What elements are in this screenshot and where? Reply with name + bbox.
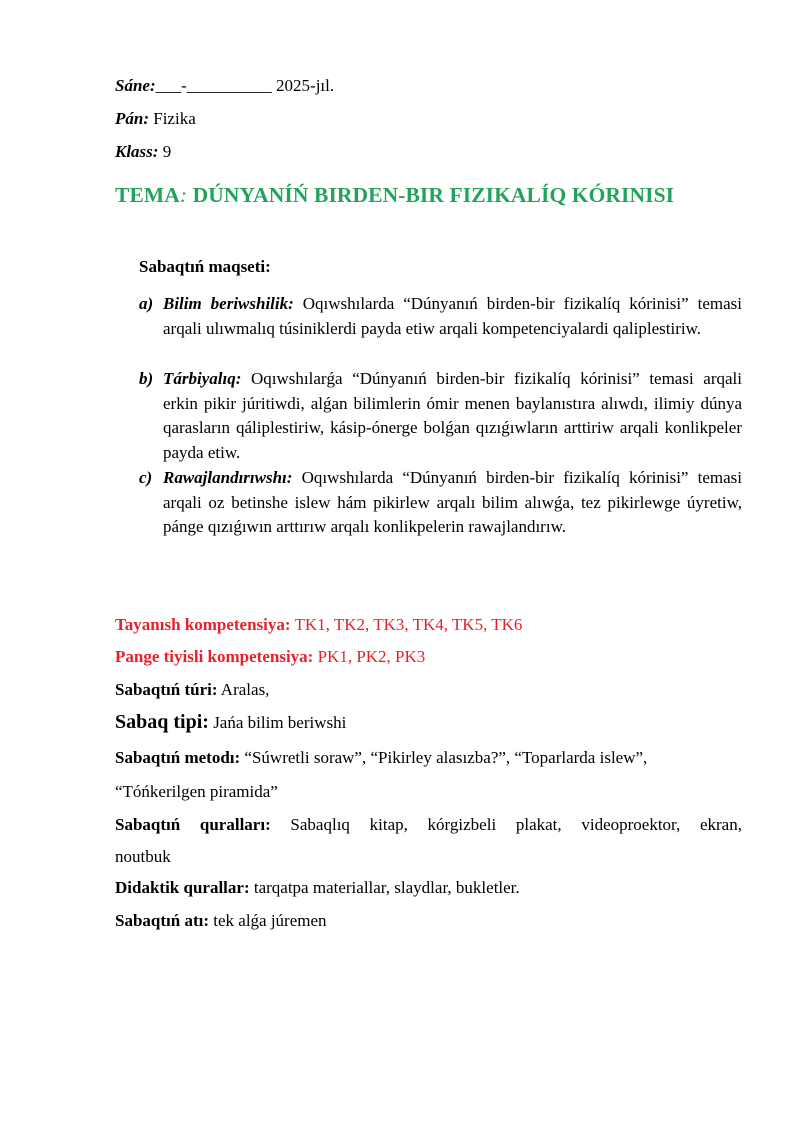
lesson-type-label: Sabaq tipi: xyxy=(115,711,209,733)
subject-line xyxy=(115,108,196,130)
motto-label: Sabaqtıń atı: xyxy=(115,911,209,930)
goal-marker: b) xyxy=(139,369,154,388)
lesson-kind-line xyxy=(115,679,269,701)
subject-competency-label: Pange tiyisli kompetensiya: xyxy=(115,647,314,666)
methods-label: Sabaqtıń metodı: xyxy=(115,748,241,767)
goal-item-b xyxy=(139,367,742,465)
topic-colon: : xyxy=(179,183,188,207)
date-line xyxy=(115,75,334,97)
methods-value: “Súwretli soraw”, “Pikirley alasızba?”, “Toparlarda islew”, xyxy=(240,748,648,767)
subject-competency-value: PK1, PK2, PK3 xyxy=(313,647,426,666)
lesson-kind-value: Aralas, xyxy=(217,680,270,699)
didactic-value: tarqatpa materiallar, slaydlar, bukletler. xyxy=(249,878,520,897)
goal-description: Oqıwshılarda “Dúnyanıń birden-bir fizikalíq kórinisi” temasi arqali oz betinshe islew hám pikirlew arqalı bilim alıwǵa, tez pikirlewge úyretiw, pánge qızıǵıwın arttırıw arqalı konlikpelerin rawajlandırıw. xyxy=(163,468,742,537)
class-value: 9 xyxy=(162,142,172,161)
goal-marker: a) xyxy=(139,294,154,313)
tools-line xyxy=(115,814,742,836)
goal-item-c xyxy=(139,466,742,540)
goal-label: Tárbiyalıq: xyxy=(163,369,242,388)
goal-label: Rawajlandırıwshı: xyxy=(163,468,293,487)
motto-value: tek alǵa júremen xyxy=(209,911,327,930)
topic-title xyxy=(115,183,674,208)
class-label: Klass: xyxy=(115,142,159,161)
topic-name: DÚNYANÍŃ BIRDEN-BIR FIZIKALÍQ KÓRINISI xyxy=(187,183,675,207)
basic-competency-value: TK1, TK2, TK3, TK4, TK5, TK6 xyxy=(290,615,523,634)
methods-line xyxy=(115,747,647,769)
subject-label: Pán: xyxy=(115,109,149,128)
tools-label: Sabaqtıń quralları: xyxy=(115,815,271,834)
lesson-type-value: Jańa bilim beriwshi xyxy=(208,713,347,732)
goal-description: Oqıwshılarǵa “Dúnyanıń birden-bir fizikalíq kórinisi” temasi arqali erkin pikir júritiwdi, alǵan bilimlerin ómir menen baylanıstıra alıwdı, ilimiy dúnya qarasların qáliplestiriw, kásip-ónerge bolǵan qızıǵıwların arttiriw arqali konlikpeler payda etiw. xyxy=(163,369,742,462)
basic-competency-line xyxy=(115,614,522,636)
subject-competency-line xyxy=(115,646,425,668)
goal-label: Bilim beriwshilik: xyxy=(163,294,294,313)
tools-value: Sabaqlıq kitap, kórgizbeli plakat, videoproektor, ekran, xyxy=(270,815,742,834)
didactic-line xyxy=(115,877,520,899)
lesson-type-line xyxy=(115,711,346,734)
basic-competency-label: Tayanısh kompetensiya: xyxy=(115,615,291,634)
goal-text xyxy=(163,367,742,465)
goals-heading: Sabaqtıń maqseti: xyxy=(139,257,271,276)
goal-text xyxy=(163,466,742,540)
lesson-kind-label: Sabaqtıń túri: xyxy=(115,680,218,699)
topic-prefix: TEMA xyxy=(115,183,180,207)
goal-description: Oqıwshılarda “Dúnyanıń birden-bir fizikalíq kórinisi” temasi arqali ulıwmalıq túsiniklerdi payda etiw arqali kompetenciyalardi qaliplestiriw. xyxy=(163,294,742,338)
goal-text xyxy=(163,292,742,341)
didactic-label: Didaktik qurallar: xyxy=(115,878,250,897)
subject-value: Fizika xyxy=(153,109,196,128)
date-value: ___-__________ 2025-jıl. xyxy=(155,76,335,95)
goal-marker: c) xyxy=(139,468,153,487)
date-label: Sáne: xyxy=(115,76,156,95)
motto-line xyxy=(115,910,327,932)
methods-line-2: “Tóńkerilgen piramida” xyxy=(115,782,278,801)
goal-item-a xyxy=(139,292,742,341)
tools-line-2: noutbuk xyxy=(115,847,171,866)
class-line xyxy=(115,141,171,163)
